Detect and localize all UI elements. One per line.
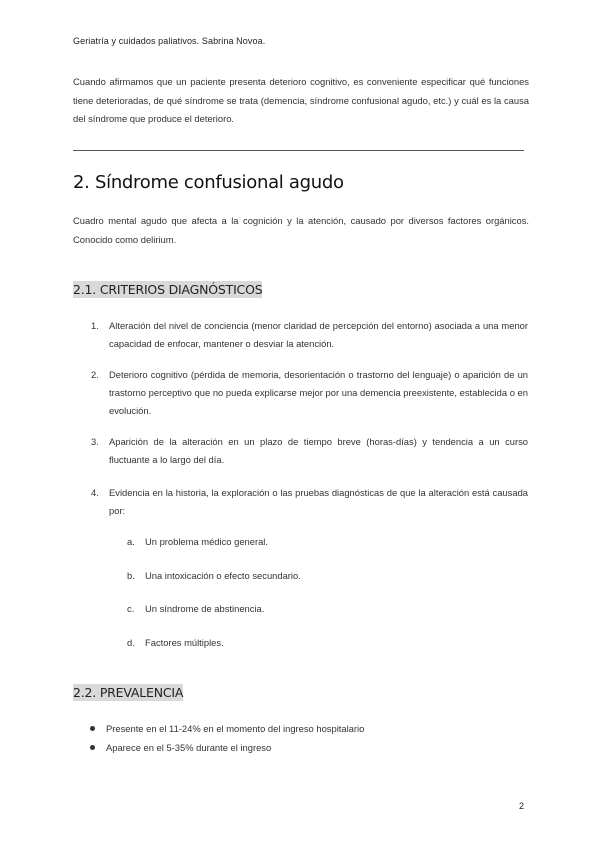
criteria-subitem <box>127 536 268 547</box>
criteria-item-number: 2. <box>91 369 99 380</box>
criteria-item <box>91 366 528 421</box>
criteria-item-text: Evidencia en la historia, la exploración o las pruebas diagnósticas de que la alteración está causada por: <box>109 487 528 517</box>
criteria-item <box>91 484 528 520</box>
section-title: 2. Síndrome confusional agudo <box>73 172 344 193</box>
criteria-item-text: Deterioro cognitivo (pérdida de memoria, desorientación o trastorno del lenguaje) o aparición de un trastorno perceptivo que no pueda explicarse mejor por una demencia preexistente, establecida o en evolución. <box>109 369 528 417</box>
bullet-icon <box>90 745 95 750</box>
criteria-item <box>91 317 528 353</box>
prevalence-list <box>90 719 364 757</box>
page-header: Geriatría y cuidados paliativos. Sabrina Novoa. <box>73 36 266 46</box>
intro-paragraph: Cuando afirmamos que un paciente presenta deterioro cognitivo, es conveniente especificar qué funciones tiene deterioradas, de qué síndrome se trata (demencia, síndrome confusional agudo, etc.) y cuál es la causa del síndrome que produce el deterioro. <box>73 76 529 124</box>
criteria-subitem-letter: c. <box>127 603 135 614</box>
criteria-subitem <box>127 570 301 581</box>
list-item <box>90 738 364 757</box>
criteria-subitem-text: Una intoxicación o efecto secundario. <box>145 570 301 581</box>
criteria-item-number: 3. <box>91 436 99 447</box>
criteria-subitem <box>127 603 264 614</box>
criteria-subitem <box>127 637 224 648</box>
criteria-item-number: 4. <box>91 487 99 498</box>
criteria-subitem-letter: d. <box>127 637 135 648</box>
criteria-heading: 2.1. CRITERIOS DIAGNÓSTICOS <box>73 282 263 297</box>
criteria-subitem-text: Un síndrome de abstinencia. <box>145 603 265 614</box>
criteria-subitem-text: Factores múltiples. <box>145 637 224 648</box>
horizontal-divider <box>73 150 524 151</box>
criteria-item-number: 1. <box>91 320 99 331</box>
list-item-text: Aparece en el 5-35% durante el ingreso <box>106 742 272 753</box>
page-number: 2 <box>519 801 525 811</box>
criteria-subitem-letter: a. <box>127 536 135 547</box>
list-item-text: Presente en el 11-24% en el momento del ingreso hospitalario <box>106 723 365 734</box>
criteria-item <box>91 433 528 469</box>
prevalence-heading: 2.2. PREVALENCIA <box>73 685 184 700</box>
list-item <box>90 719 364 738</box>
bullet-icon <box>90 726 95 731</box>
criteria-subitem-letter: b. <box>127 570 135 581</box>
criteria-item-text: Alteración del nivel de conciencia (menor claridad de percepción del entorno) asociada a una menor capacidad de enfocar, mantener o desviar la atención. <box>109 320 528 350</box>
criteria-item-text: Aparición de la alteración en un plazo de tiempo breve (horas-días) y tendencia a un curso fluctuante a lo largo del día. <box>109 436 528 466</box>
section-description: Cuadro mental agudo que afecta a la cognición y la atención, causado por diversos factores orgánicos. Conocido como delirium. <box>73 215 529 245</box>
criteria-subitem-text: Un problema médico general. <box>145 536 268 547</box>
